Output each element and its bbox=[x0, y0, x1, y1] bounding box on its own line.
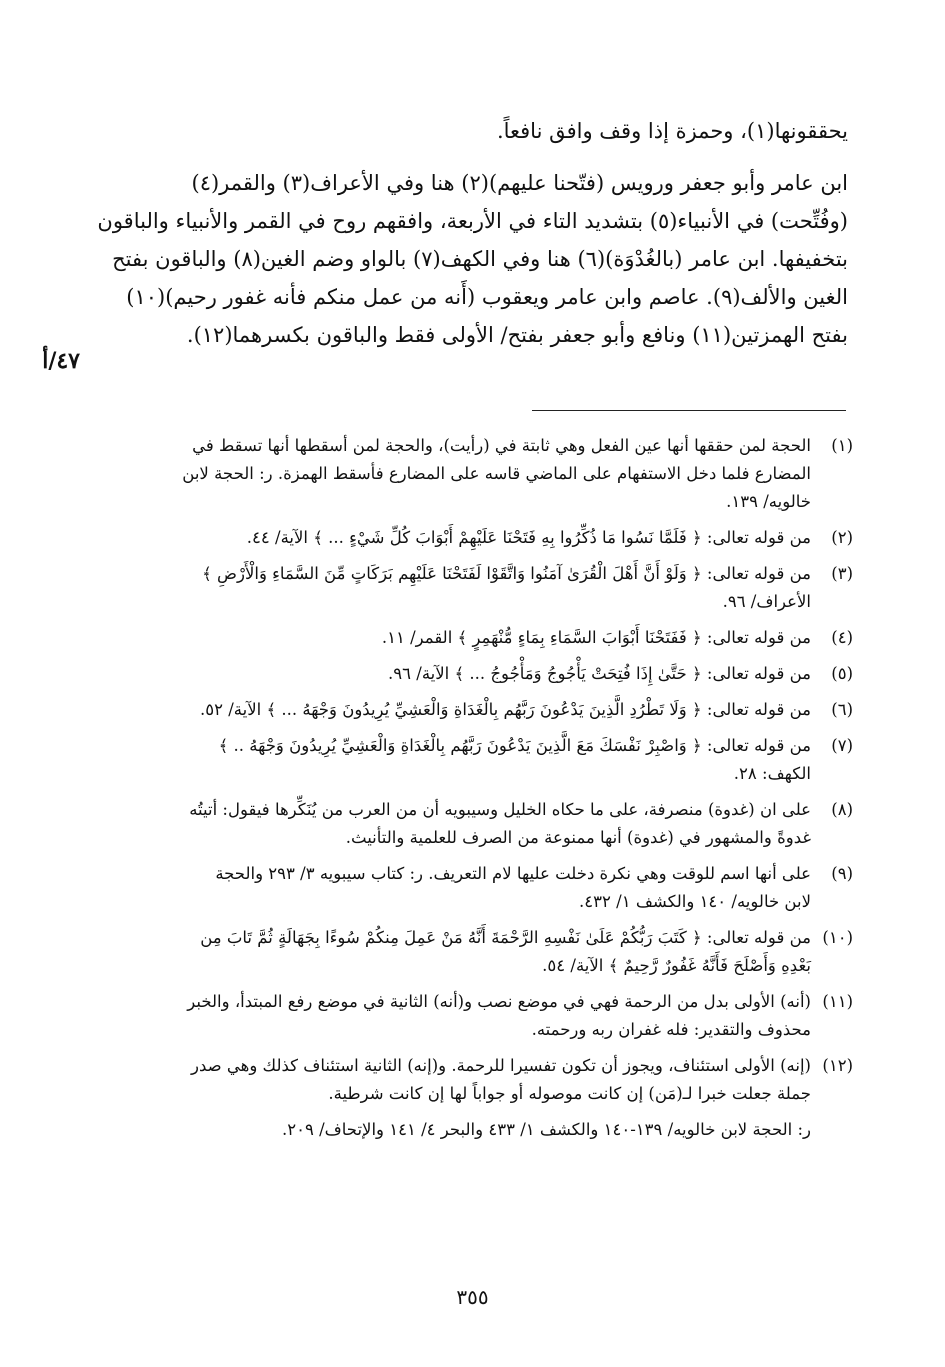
footnote bbox=[88, 524, 853, 552]
footnote-number: (٢) bbox=[831, 528, 853, 547]
main-line: بتخفيفها. ابن عامر (بالغُدْوَة)(٦) هنا وفي الكهف(٧) بالواو وضم الغين(٨) والباقون بفتح bbox=[112, 247, 848, 271]
footnote-line: (أنه) الأولى بدل من الرحمة فهي في موضع نصب و(أنه) الثانية في موضع رفع المبتدأ، والخبر bbox=[187, 992, 811, 1011]
footnote-line: من قوله تعالى: ﴿ فَلَمَّا نَسُوا مَا ذُكِّرُوا بِهِ فَتَحْنَا عَلَيْهِمْ أَبْوَابَ كُلِّ شَيْءٍ ... ﴾ الآية/ ٤٤. bbox=[246, 528, 811, 547]
footnote-number: (٣) bbox=[831, 564, 853, 583]
footnote-line: من قوله تعالى: ﴿ وَاصْبِرْ نَفْسَكَ مَعَ الَّذِينَ يَدْعُونَ رَبَّهُم بِالْغَدَاةِ وَالْعَشِيِّ يُرِيدُونَ وَجْهَهُ .. ﴾ bbox=[218, 736, 811, 755]
main-line: يحققونها(١)، وحمزة إذا وقف وافق نافعاً. bbox=[496, 119, 848, 143]
footnote bbox=[88, 860, 853, 916]
footnote-line: الكهف: ٢٨. bbox=[733, 764, 811, 783]
footnote bbox=[88, 660, 853, 688]
footnote-number: (٤) bbox=[831, 628, 853, 647]
footnote-number: (١٠) bbox=[822, 928, 853, 947]
reference-line: ر: الحجة لابن خالويه/ ١٣٩-١٤٠ والكشف ١/ ٤٣٣ والبحر ٤/ ١٤١ والإتحاف/ ٢٠٩. bbox=[282, 1120, 811, 1139]
footnote-number: (١١) bbox=[822, 992, 853, 1011]
footnote bbox=[88, 796, 853, 852]
footnote bbox=[88, 1052, 853, 1108]
main-line: بفتح الهمزتين(١١) ونافع وأبو جعفر بفتح/ الأولى فقط والباقون بكسرهما(١٢). bbox=[186, 323, 848, 347]
footnote-line: الأعراف/ ٩٦. bbox=[722, 592, 811, 611]
page-number: ٣٥٥ bbox=[456, 1285, 489, 1309]
footnote-line: من قوله تعالى: ﴿ وَلَا تَطْرُدِ الَّذِينَ يَدْعُونَ رَبَّهُم بِالْغَدَاةِ وَالْعَشِيِّ يُرِيدُونَ وَجْهَهُ ... ﴾ الآية/ ٥٢. bbox=[200, 700, 811, 719]
footnote bbox=[88, 696, 853, 724]
footnote bbox=[88, 732, 853, 788]
footnote-line: محذوف والتقدير: فله غفران ربه ورحمته. bbox=[531, 1020, 811, 1039]
footnote-line: بَعْدِهِ وَأَصْلَحَ فَأَنَّهُ غَفُورٌ رَّحِيمٌ ﴾ الآية/ ٥٤. bbox=[542, 956, 811, 975]
main-line: ابن عامر وأبو جعفر ورويس (فتّحنا عليهم)(٢) هنا وفي الأعراف(٣) والقمر(٤) bbox=[191, 171, 848, 195]
footnote-number: (١) bbox=[831, 436, 853, 455]
footnote-line: من قوله تعالى: ﴿ فَفَتَحْنَا أَبْوَابَ السَّمَاءِ بِمَاءٍ مُّنْهَمِرٍ ﴾ القمر/ ١١. bbox=[381, 628, 811, 647]
footnote-line: لابن خالويه/ ١٤٠ والكشف ١/ ٤٣٢. bbox=[579, 892, 811, 911]
footnote-line: من قوله تعالى: ﴿ كَتَبَ رَبُّكُمْ عَلَىٰ نَفْسِهِ الرَّحْمَةَ أَنَّهُ مَنْ عَمِلَ مِنكُمْ سُوءًا بِجَهَالَةٍ ثُمَّ تَابَ مِن bbox=[200, 928, 811, 947]
footnote bbox=[88, 924, 853, 980]
main-line: الغين والألف(٩). عاصم وابن عامر ويعقوب (أَنه من عمل منكم فأنه غفور رحيم)(١٠) bbox=[126, 285, 848, 309]
main-line: (وفُتِّحت) في الأنبياء(٥) بتشديد التاء في الأربعة، وافقهم روح في القمر والأنبياء والباقون bbox=[97, 209, 848, 233]
footnote-line: خالويه/ ١٣٩. bbox=[726, 492, 811, 511]
main-text bbox=[97, 112, 848, 354]
footnote bbox=[88, 988, 853, 1044]
footnote-line: من قوله تعالى: ﴿ وَلَوْ أَنَّ أَهْلَ الْقُرَىٰ آمَنُوا وَاتَّقَوْا لَفَتَحْنَا عَلَيْهِم بَرَكَاتٍ مِّنَ السَّمَاءِ وَالْأَرْضِ ﴾ bbox=[202, 564, 811, 583]
footnote bbox=[88, 560, 853, 616]
footnote-line: من قوله تعالى: ﴿ حَتَّىٰ إِذَا فُتِحَتْ يَأْجُوجُ وَمَأْجُوجُ ... ﴾ الآية/ ٩٦. bbox=[388, 664, 811, 683]
paragraph-gap bbox=[135, 150, 848, 164]
footnote-line: جملة جعلت خبرا لـ(مَن) إن كانت موصوله أو جواباً لها إن كانت شرطية. bbox=[328, 1084, 811, 1103]
footnote-number: (٦) bbox=[831, 700, 853, 719]
footnote-number: (٩) bbox=[831, 864, 853, 883]
manuscript-folio-marker: ٤٧/أ bbox=[42, 348, 80, 374]
footnotes bbox=[88, 432, 853, 1144]
footnote-line: على أنها اسم للوقت وهي نكرة دخلت عليها لام التعريف. ر: كتاب سيبويه ٣/ ٢٩٣ والحجة bbox=[215, 864, 811, 883]
footnote-number: (٥) bbox=[831, 664, 853, 683]
footnote-line: الحجة لمن حققها أنها عين الفعل وهي ثابتة في (رأيت)، والحجة لمن أسقطها أنها تسقط في bbox=[192, 436, 811, 455]
footnote bbox=[88, 624, 853, 652]
footnote-number: (١٢) bbox=[822, 1056, 853, 1075]
footnote-line: غدوةً والمشهور في (غدوة) أنها ممنوعة من الصرف للعلمية والتأنيث. bbox=[345, 828, 811, 847]
footnote-number: (٧) bbox=[831, 736, 853, 755]
footnote-number: (٨) bbox=[831, 800, 853, 819]
footnote-line: المضارع فلما دخل الاستفهام على الماضي قاسه على المضارع فأسقط الهمزة. ر: الحجة لابن bbox=[182, 464, 811, 483]
footnote-line: على ان (غدوة) منصرفة، على ما حكاه الخليل وسيبويه أن من العرب من يُنَكِّرها فيقول: أتيتُه bbox=[189, 800, 811, 819]
footnote bbox=[88, 432, 853, 516]
footnote-separator bbox=[532, 410, 846, 411]
footnote-line: (إنه) الأولى استئناف، ويجوز أن تكون تفسيرا للرحمة. و(إنه) الثانية استئناف كذلك وهي صدر bbox=[190, 1056, 811, 1075]
